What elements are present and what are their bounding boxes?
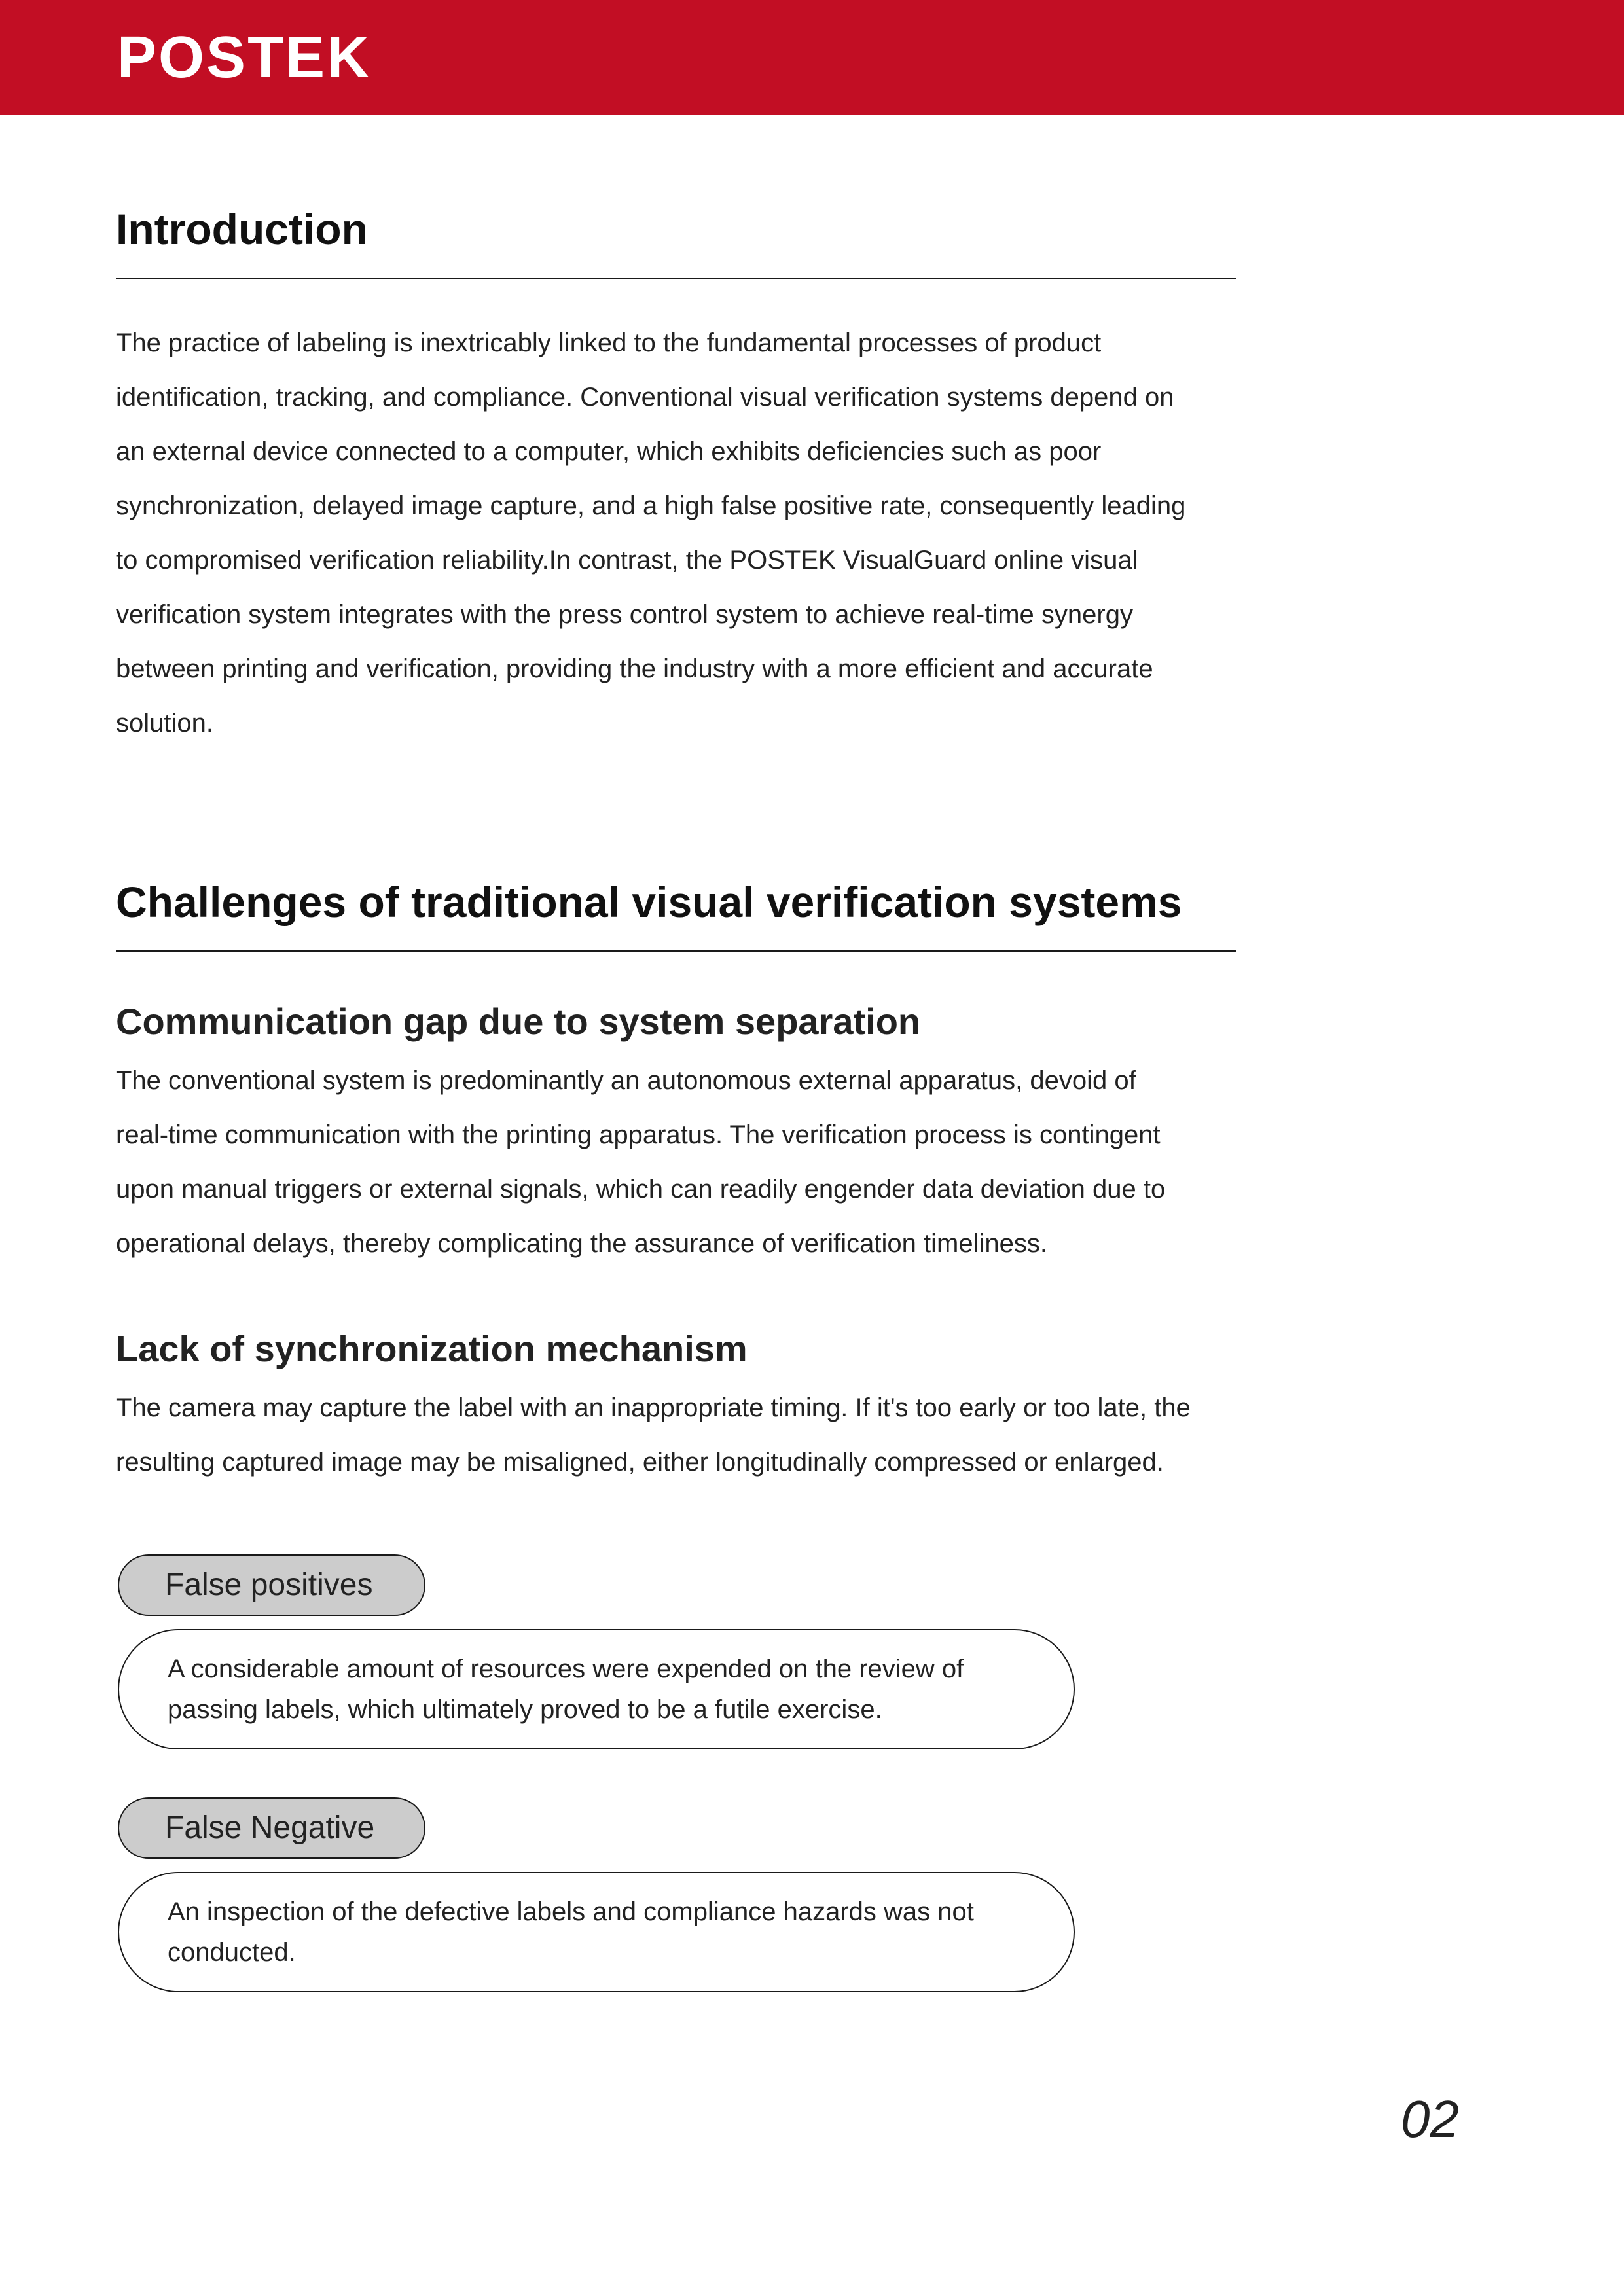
introduction-divider — [116, 278, 1236, 279]
postek-logo: POSTEK — [117, 25, 372, 90]
callout-line: An inspection of the defective labels and compliance hazards was not — [168, 1897, 974, 1926]
false-negative-description — [118, 1872, 1075, 1992]
introduction-title: Introduction — [116, 205, 368, 253]
subsection-line: resulting captured image may be misaligned, either longitudinally compressed or enlarged. — [116, 1448, 1164, 1477]
subsection-line: operational delays, thereby complicating the assurance of verification timeliness. — [116, 1229, 1047, 1258]
callout-line: passing labels, which ultimately proved to be a futile exercise. — [168, 1695, 882, 1724]
false-positives-description — [118, 1629, 1075, 1749]
subsection-line: upon manual triggers or external signals, which can readily engender data deviation due to — [116, 1175, 1166, 1204]
introduction-line: The practice of labeling is inextricably linked to the fundamental processes of product — [116, 329, 1102, 357]
challenges-divider — [116, 950, 1236, 952]
subsection-heading: Lack of synchronization mechanism — [116, 1328, 748, 1369]
subsection-line: real-time communication with the printing apparatus. The verification process is contingent — [116, 1121, 1161, 1149]
introduction-line: synchronization, delayed image capture, and a high false positive rate, consequently leading — [116, 492, 1186, 520]
subsection-line: The conventional system is predominantly an autonomous external apparatus, devoid of — [116, 1066, 1136, 1095]
page-number: 02 — [1401, 2090, 1459, 2148]
introduction-line: to compromised verification reliability.In contrast, the POSTEK VisualGuard online visual — [116, 546, 1138, 575]
subsection-line: The camera may capture the label with an inappropriate timing. If it's too early or too late, the — [116, 1393, 1191, 1422]
introduction-line: solution. — [116, 709, 213, 738]
introduction-line: between printing and verification, providing the industry with a more efficient and accurate — [116, 655, 1153, 683]
false-negative-label: False Negative — [118, 1797, 425, 1859]
callout-line: A considerable amount of resources were expended on the review of — [168, 1655, 964, 1683]
callout-line: conducted. — [168, 1938, 296, 1967]
introduction-line: identification, tracking, and compliance. Conventional visual verification systems depend on — [116, 383, 1174, 412]
false-positives-label: False positives — [118, 1554, 425, 1616]
header-bar — [0, 0, 1624, 115]
introduction-line: verification system integrates with the press control system to achieve real-time synergy — [116, 600, 1133, 629]
subsection-heading: Communication gap due to system separation — [116, 1001, 921, 1042]
introduction-line: an external device connected to a computer, which exhibits deficiencies such as poor — [116, 437, 1102, 466]
challenges-title: Challenges of traditional visual verification systems — [116, 878, 1182, 926]
